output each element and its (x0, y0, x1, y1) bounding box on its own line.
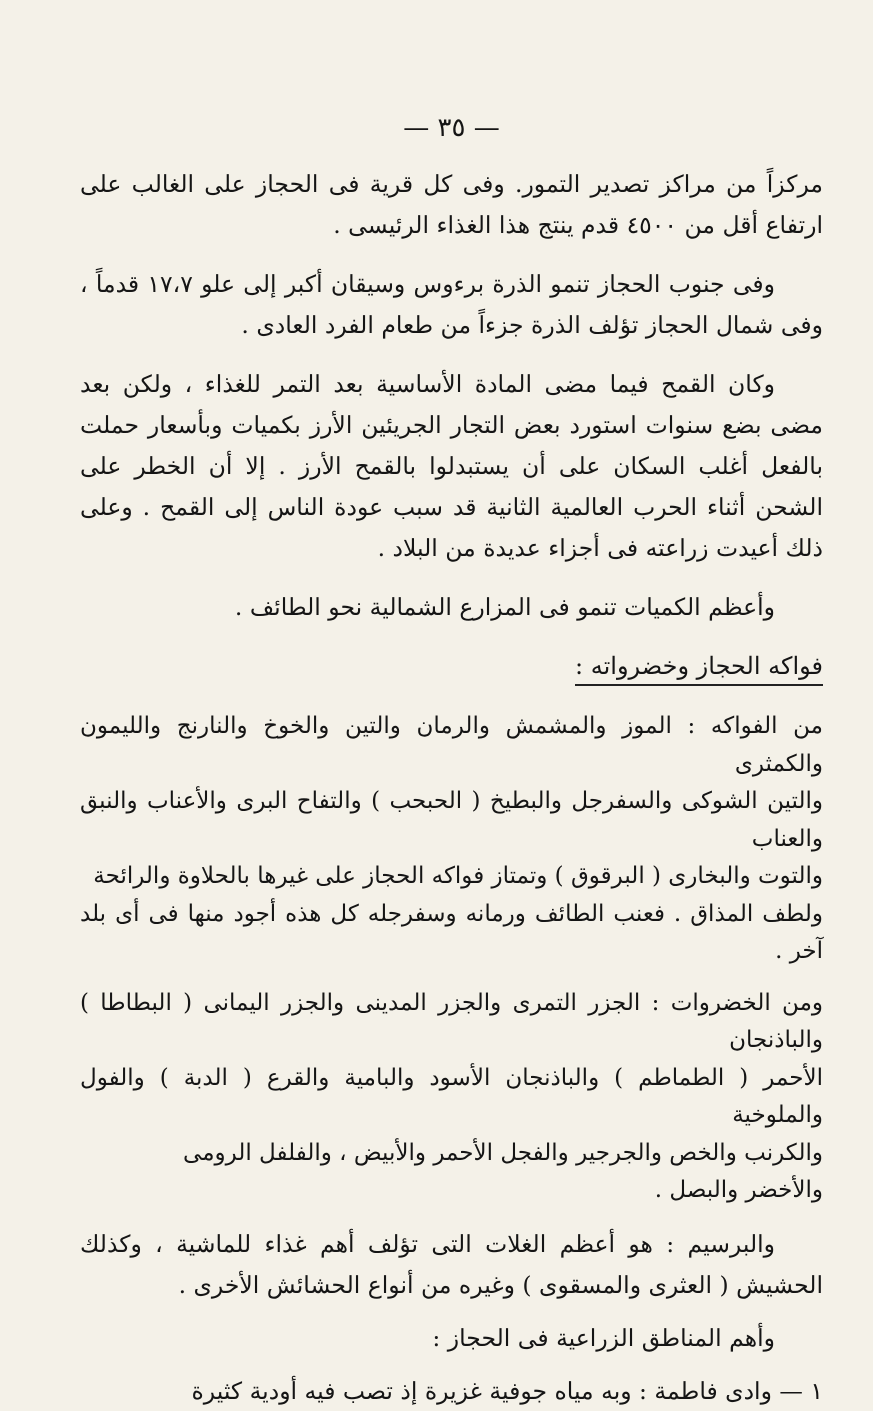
fruits-line: والتين الشوكى والسفرجل والبطيخ ( الحبحب ) والتفاح البرى والأعناب والنبق والعناب (80, 788, 823, 852)
fruits-line: من الفواكه : الموز والمشمش والرمان والتين والخوخ والنارنج والليمون والكمثرى (80, 713, 823, 777)
paragraph-regions-intro: وأهم المناطق الزراعية فى الحجاز : (432, 1323, 775, 1352)
vegetables-block (80, 985, 823, 1210)
fruits-line: والتوت والبخارى ( البرقوق ) وتمتاز فواكه الحجاز على غيرها بالحلاوة والرائحة (93, 863, 823, 889)
paragraph-largest-quantities: وأعظم الكميات تنمو فى المزارع الشمالية نحو الطائف . (234, 593, 775, 621)
fruits-block (80, 708, 823, 971)
list-item-wadi-fatima: ١ — وادى فاطمة : وبه مياه جوفية غزيرة إذ تصب فيه أودية كثيرة (191, 1376, 823, 1405)
fruits-line: ولطف المذاق . فعنب الطائف ورمانه وسفرجله كل هذه أجود منها فى أى بلد آخر . (80, 900, 823, 964)
vegetables-line: والأخضر والبصل . (654, 1177, 823, 1203)
section-heading (80, 646, 823, 686)
page-number: — ٣٥ — (403, 113, 500, 143)
paragraph-wheat-rice: وكان القمح فيما مضى المادة الأساسية بعد التمر للغذاء ، ولكن بعد مضى بضع سنوات استورد بعض التجار الجريئين الأرز بكميات وبأسعار حملت بالفعل أغلب السكان على أن يستبدلوا بالقمح الأرز . إلا أن الخطر على الشحن أثناء الحرب العالمية الثانية قد سبب عودة الناس إلى القمح . وعلى ذلك أعيدت زراعته فى أجزاء عديدة من البلاد . (80, 370, 823, 562)
paragraph-clover: والبرسيم : هو أعظم الغلات التى تؤلف أهم غذاء للماشية ، وكذلك الحشيش ( العثرى والمسقوى ) وغيره من أنواع الحشائش الأخرى . (80, 1229, 823, 1299)
section-heading-text: فواكه الحجاز وخضرواته : (575, 652, 823, 686)
vegetables-line: الأحمر ( الطماطم ) والباذنجان الأسود والبامية والقرع ( الدبة ) والفول والملوخية (80, 1064, 823, 1128)
vegetables-line: ومن الخضروات : الجزر التمرى والجزر المدينى والجزر اليمانى ( البطاطا ) والباذنجان (80, 989, 823, 1053)
vegetables-line: والكرنب والخص والجرجير والفجل الأحمر والأبيض ، والفلفل الرومى (183, 1139, 823, 1166)
paragraph-dates-export: مركزاً من مراكز تصدير التمور. وفى كل قرية فى الحجاز على الغالب على ارتفاع أقل من ٤٥٠٠ قدم ينتج هذا الغذاء الرئيسى . (80, 170, 823, 239)
paragraph-sorghum: وفى جنوب الحجاز تنمو الذرة برءوس وسيقان أكبر إلى علو ١٧،٧ قدماً ، وفى شمال الحجاز تؤلف الذرة جزءاً من طعام الفرد العادى . (80, 270, 823, 339)
